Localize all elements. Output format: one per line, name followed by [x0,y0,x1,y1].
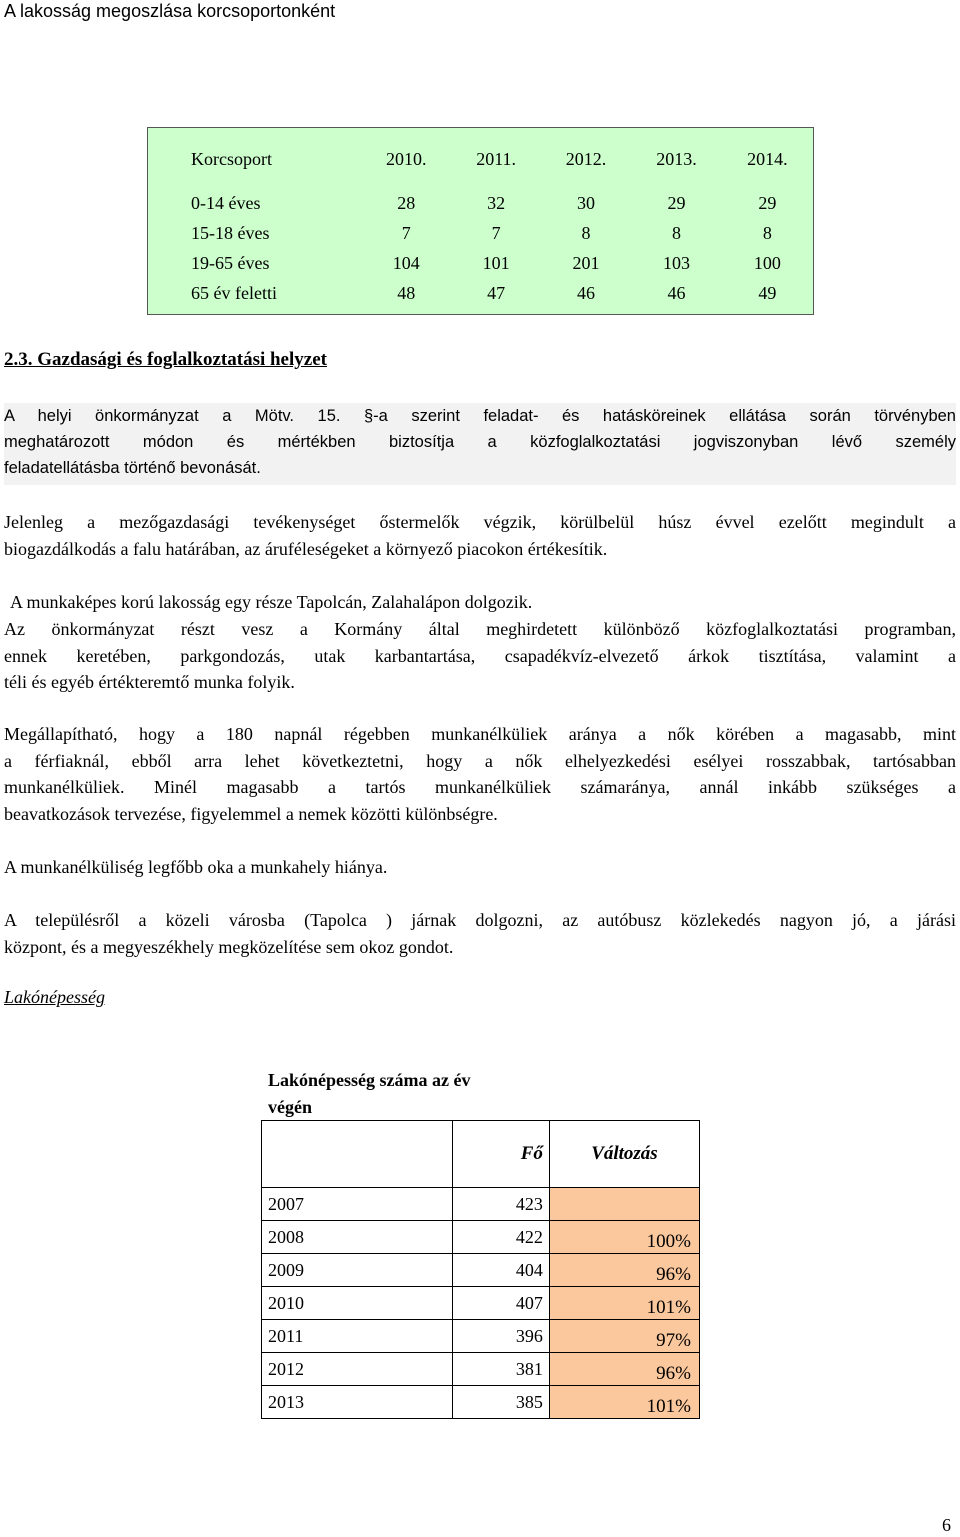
population-table-header-row [262,1121,700,1188]
text-line: A helyi önkormányzat a Mötv. 15. §-a szerint feladat- és hatásköreinek ellátása során törvényben [4,407,956,425]
population-table-header-cell: Fő [452,1121,549,1188]
population-year-cell: 2011 [262,1320,453,1353]
paragraph-main-cause [4,854,956,881]
age-table-cell: 101 [482,252,510,273]
age-table-cell: 100 [753,252,781,273]
population-table-row [262,1386,700,1419]
population-table-row [262,1254,700,1287]
age-table-cell: 47 [487,282,506,303]
section-heading: 2.3. Gazdasági és foglalkoztatási helyzet [4,349,327,370]
text-line: a férfiaknál, ebből arra lehet következtetni, hogy a nők elhelyezkedési esélyei rosszabbak, tartósabban [4,750,956,771]
population-change-cell: 97% [549,1320,699,1353]
population-table-row [262,1320,700,1353]
population-change-cell [549,1188,699,1221]
age-table-row [148,218,814,248]
page-title: A lakosság megoszlása korcsoportonként [4,1,336,21]
age-table-cell: 28 [397,192,416,213]
population-table [261,1120,700,1419]
population-count-cell: 407 [452,1287,549,1320]
population-count-cell: 404 [452,1254,549,1287]
age-table-row [148,188,814,218]
population-change-cell: 96% [549,1254,699,1287]
paragraph-mötv [4,403,956,485]
age-table-cell: 7 [491,222,501,243]
age-table-header-cell: 2014. [747,148,788,169]
age-table-spacer [148,308,814,315]
population-table-row [262,1353,700,1386]
population-year-cell: 2009 [262,1254,453,1287]
text-line: meghatározott módon és mértékben biztosítja a közfoglalkoztatási jogviszonyban lévő személy [4,433,956,451]
population-year-cell: 2008 [262,1221,453,1254]
age-table-row [148,248,814,278]
text-line: Megállapítható, hogy a 180 napnál régebben munkanélküliek aránya a nők körében a magasabb, mint [4,724,956,744]
age-table-cell: 29 [667,192,686,213]
population-count-cell: 381 [452,1353,549,1386]
population-count-cell: 396 [452,1320,549,1353]
population-year-cell: 2010 [262,1287,453,1320]
age-table-row [148,278,814,308]
age-table-cell: 8 [672,222,681,243]
text-line: téli és egyéb értékteremtő munka folyik. [4,672,295,692]
text-line: központ, és a megyeszékhely megközelítése sem okoz gondot. [4,936,454,957]
paragraph-public-work [4,616,956,696]
age-table-cell: 48 [397,282,416,303]
age-table-header-cell: 2011. [476,148,517,169]
population-count-cell: 422 [452,1221,549,1254]
page-number: 6 [942,1515,951,1535]
text-line: munkanélküliek. Minél magasabb a tartós munkanélküliek számaránya, annál inkább szükséges a [4,777,956,797]
age-table-cell: 8 [581,222,591,243]
paragraph-agriculture [4,509,956,562]
age-table-cell: 15-18 éves [191,222,270,243]
paragraph-transport [4,907,956,960]
age-table-cell: 7 [401,222,411,243]
population-table-title-line: Lakónépesség száma az év [268,1070,471,1090]
age-table-header-cell: Korcsoport [191,148,272,169]
age-table-header-cell: 2013. [656,148,697,169]
population-year-cell: 2013 [262,1386,453,1419]
text-line: Az önkormányzat részt vesz a Kormány által meghirdetett különböző közfoglalkoztatási programban, [4,619,956,639]
age-table-cell: 29 [758,192,777,213]
age-table-cell: 49 [758,282,777,303]
text-line: feladatellátásba történő bevonását. [4,459,261,477]
text-line: Jelenleg a mezőgazdasági tevékenységet őstermelők végzik, körülbelül húsz évvel ezelőtt megindult a [4,512,956,532]
age-table-cell: 103 [663,252,690,273]
text-line: A munkanélküliség legfőbb oka a munkahely hiánya. [4,857,388,877]
population-change-cell: 100% [549,1221,699,1254]
age-table-cell: 65 év feletti [191,282,277,303]
text-line: A településről a közeli városba (Tapolca ) járnak dolgozni, az autóbusz közlekedés nagyon jó, a járási [4,910,956,930]
population-change-cell: 96% [549,1353,699,1386]
age-table-cell: 201 [572,252,600,273]
age-table-cell: 8 [762,222,772,243]
paragraph-commuting [10,589,960,616]
age-table-cell: 0-14 éves [191,192,261,213]
population-table-header-cell [262,1121,453,1188]
text-line: ennek keretében, parkgondozás, utak karbantartása, csapadékvíz-elvezető árkok tisztítása, valamint a [4,645,956,666]
age-table-cell: 30 [576,192,595,213]
age-table-cell: 46 [667,282,686,303]
population-change-cell: 101% [549,1386,699,1419]
age-table-cell: 46 [576,282,595,303]
age-table-header-cell: 2012. [565,148,607,169]
population-change-cell: 101% [549,1287,699,1320]
population-table-row [262,1221,700,1254]
population-table-title-line: végén [268,1097,312,1117]
population-subheading: Lakónépesség [4,987,105,1007]
population-count-cell: 385 [452,1386,549,1419]
age-table-header-row [148,128,814,189]
age-table-cell: 104 [392,252,420,273]
age-table-header-cell: 2010. [386,148,427,169]
population-table-row [262,1188,700,1221]
population-year-cell: 2012 [262,1353,453,1386]
population-table-title [268,1067,470,1121]
age-table-cell: 32 [487,192,506,213]
population-count-cell: 423 [452,1188,549,1221]
paragraph-unemployment [4,721,956,827]
population-table-row [262,1287,700,1320]
population-table-header-cell: Változás [549,1121,699,1188]
age-table-cell: 19-65 éves [191,252,270,273]
text-line: A munkaképes korú lakosság egy része Tapolcán, Zalahalápon dolgozik. [10,592,533,612]
population-year-cell: 2007 [262,1188,453,1221]
age-distribution-table [147,127,814,315]
text-line: beavatkozások tervezése, figyelemmel a nemek közötti különbségre. [4,803,498,824]
text-line: biogazdálkodás a falu határában, az áruféleségeket a környező piacokon értékesítik. [4,538,608,559]
